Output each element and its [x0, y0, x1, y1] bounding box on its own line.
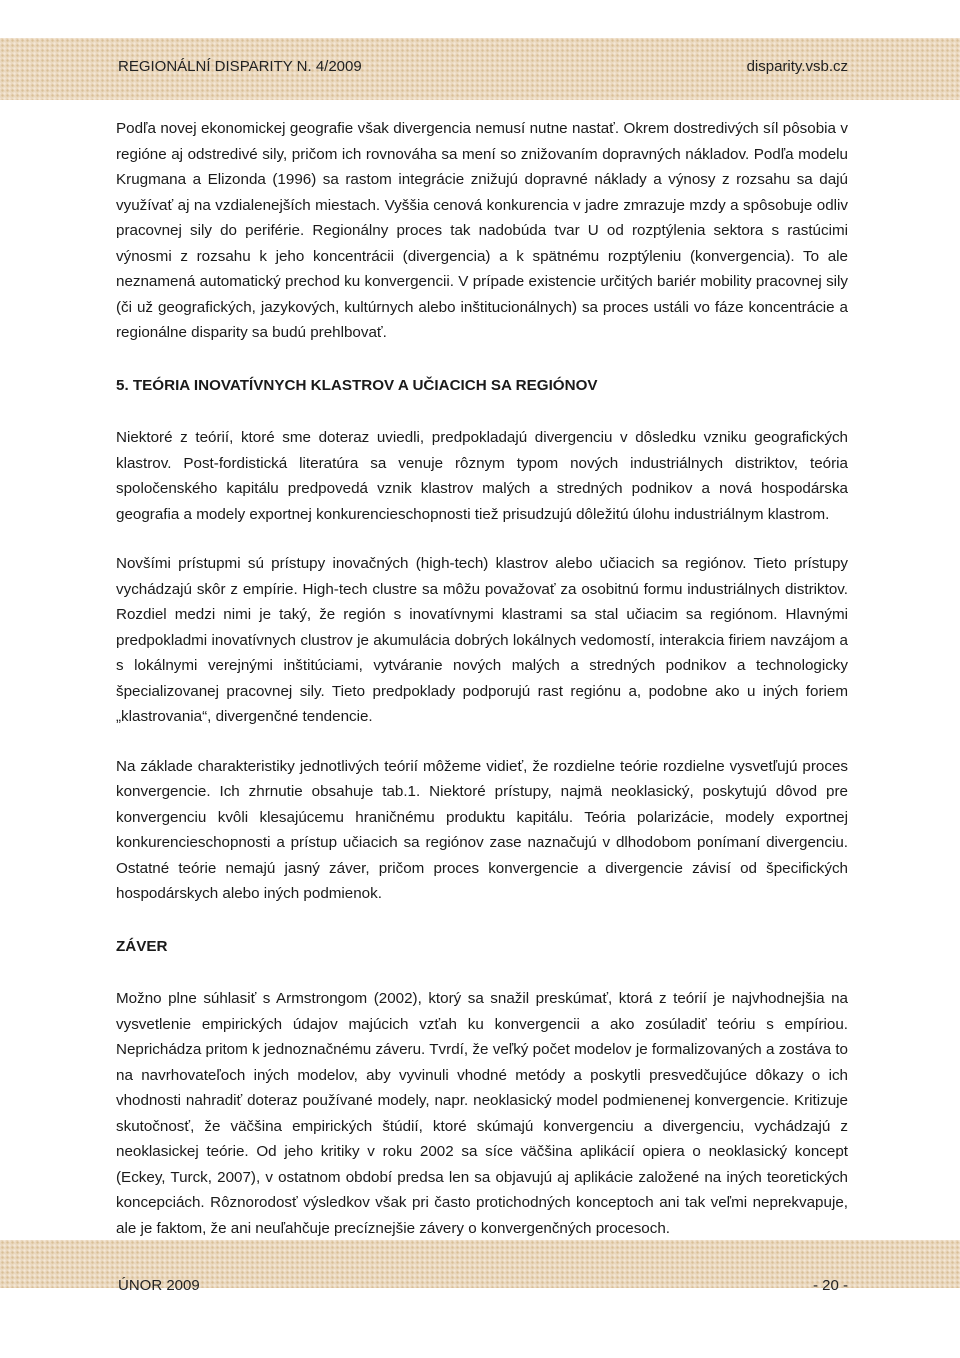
conclusion-heading: ZÁVER [116, 937, 168, 955]
section-heading: 5. TEÓRIA INOVATÍVNYCH KLASTROV A UČIACICH SA REGIÓNOV [116, 376, 598, 394]
journal-title: REGIONÁLNÍ DISPARITY N. 4/2009 [118, 58, 362, 75]
page-body [116, 116, 848, 1241]
page-header [118, 58, 848, 80]
paragraph-section-2: Novšími prístupmi sú prístupy inovačných (high-tech) klastrov alebo učiacich sa regiónov. Tieto prístupy vychádzajú skôr z empírie. High-tech clustre sa môžu považovať za osobitnú formu industriálnych distriktov. Rozdiel medzi nimi je taký, že región s inovatívnymi klastrami sa stal učiacim sa regiónom. Hlavnými predpokladmi inovatívnych clustrov je akumulácia dobrých lokálnych vedomostí, interakcia firiem navzájom a s lokálnymi verejnými inštitúciami, vytváranie nových malých a stredných podnikov a technologicky špecializovanej pracovnej sily. Tieto predpoklady podporujú rast regiónu a, podobne ako u iných foriem „klastrovania“, divergenčné tendencie. [116, 555, 848, 725]
website-link[interactable]: disparity.vsb.cz [746, 58, 848, 75]
paragraph-conclusion: Možno plne súhlasiť s Armstrongom (2002), ktorý sa snažil preskúmať, ktorá z teórií je najvhodnejšia na vysvetlenie empirických údajov majúcich vzťah ku konvergencii a ako zosúladiť teóriu s empíriou. Neprichádza pritom k jednoznačnému záveru. Tvrdí, že veľký počet modelov je formalizovaných a zostáva to na navrhovateľoch iných modelov, aby vyvinuli vhodné metódy a poskytli presvedčujúce dôkazy o ich vhodnosti nahradiť doteraz používané modely, napr. neoklasický model podmienenej konvergencie. Kritizuje skutočnosť, že väčšina empirických štúdií, ktoré skúmajú konvergenciu a divergenciu, vychádzajú z neoklasickej teórie. Od jeho kritiky v roku 2002 sa síce väčšina aplikácií opiera o neoklasický koncept (Eckey, Turck, 2007), v ostatnom období predsa len sa objavujú aj aplikácie založené na iných teoretických koncepciách. Rôznorodosť výsledkov však pri často protichodných konceptoch ani tak veľmi neprekvapuje, ale je faktom, že ani neuľahčuje precíznejšie závery o konvergenčných procesoch. [116, 990, 848, 1237]
paragraph-intro: Podľa novej ekonomickej geografie však divergencia nemusí nutne nastať. Okrem dostredivých síl pôsobia v regióne aj odstredivé sily, pričom ich rovnováha sa mení so znižovaním dopravných nákladov. Podľa modelu Krugmana a Elizonda (1996) sa rastom integrácie znižujú dopravné náklady a výnosy z rozsahu sa dajú využívať aj na vzdialenejších miestach. Vyššia cenová konkurencia v jadre zmrazuje mzdy a spôsobuje odliv pracovnej sily do periférie. Regionálny proces tak nadobúda tvar U od rozptýlenia sektora s rastúcimi výnosmi z rozsahu k jeho koncentrácii (divergencia) a k spätnému rozptýleniu (konvergencia). To ale neznamená automatický prechod ku konvergencii. V prípade existencie určitých bariér mobility pracovnej sily (či už geografických, jazykových, kultúrnych alebo inštitucionálnych) sa proces ustáli vo fáze koncentrácie a regionálne disparity sa budú prehlbovať. [116, 120, 848, 341]
paragraph-section-3: Na základe charakteristiky jednotlivých teórií môžeme vidieť, že rozdielne teórie rozdielne vysvetľujú proces konvergencie. Ich zhrnutie obsahuje tab.1. Niektoré prístupy, najmä neoklasický, poskytujú dôvod pre konvergenciu kvôli klesajúcemu hraničnému produktu kapitálu. Teória polarizácie, modely exportnej konkurencieschopnosti a prístup učiacich sa regiónov zase naznačujú v dlhodobom ponímaní divergenciu. Ostatné teórie nemajú jasný záver, pričom proces konvergencie a divergencie závisí od špecifických hospodárskych alebo iných podmienok. [116, 757, 848, 902]
page-footer [118, 1277, 848, 1299]
issue-date: ÚNOR 2009 [118, 1277, 200, 1294]
paragraph-section-1: Niektoré z teórií, ktoré sme doteraz uviedli, predpokladajú divergenciu v dôsledku vzniku geografických klastrov. Post-fordistická literatúra sa venuje rôznym typom nových industriálnych distriktov, teória spoločenského kapitálu predpovedá vznik klastrov malých a stredných podnikov a nová hospodárska geografia a modely exportnej konkurencieschopnosti tiež prisudzujú dôležitú úlohu industriálnym klastrom. [116, 429, 848, 523]
page-number: - 20 - [812, 1277, 848, 1294]
